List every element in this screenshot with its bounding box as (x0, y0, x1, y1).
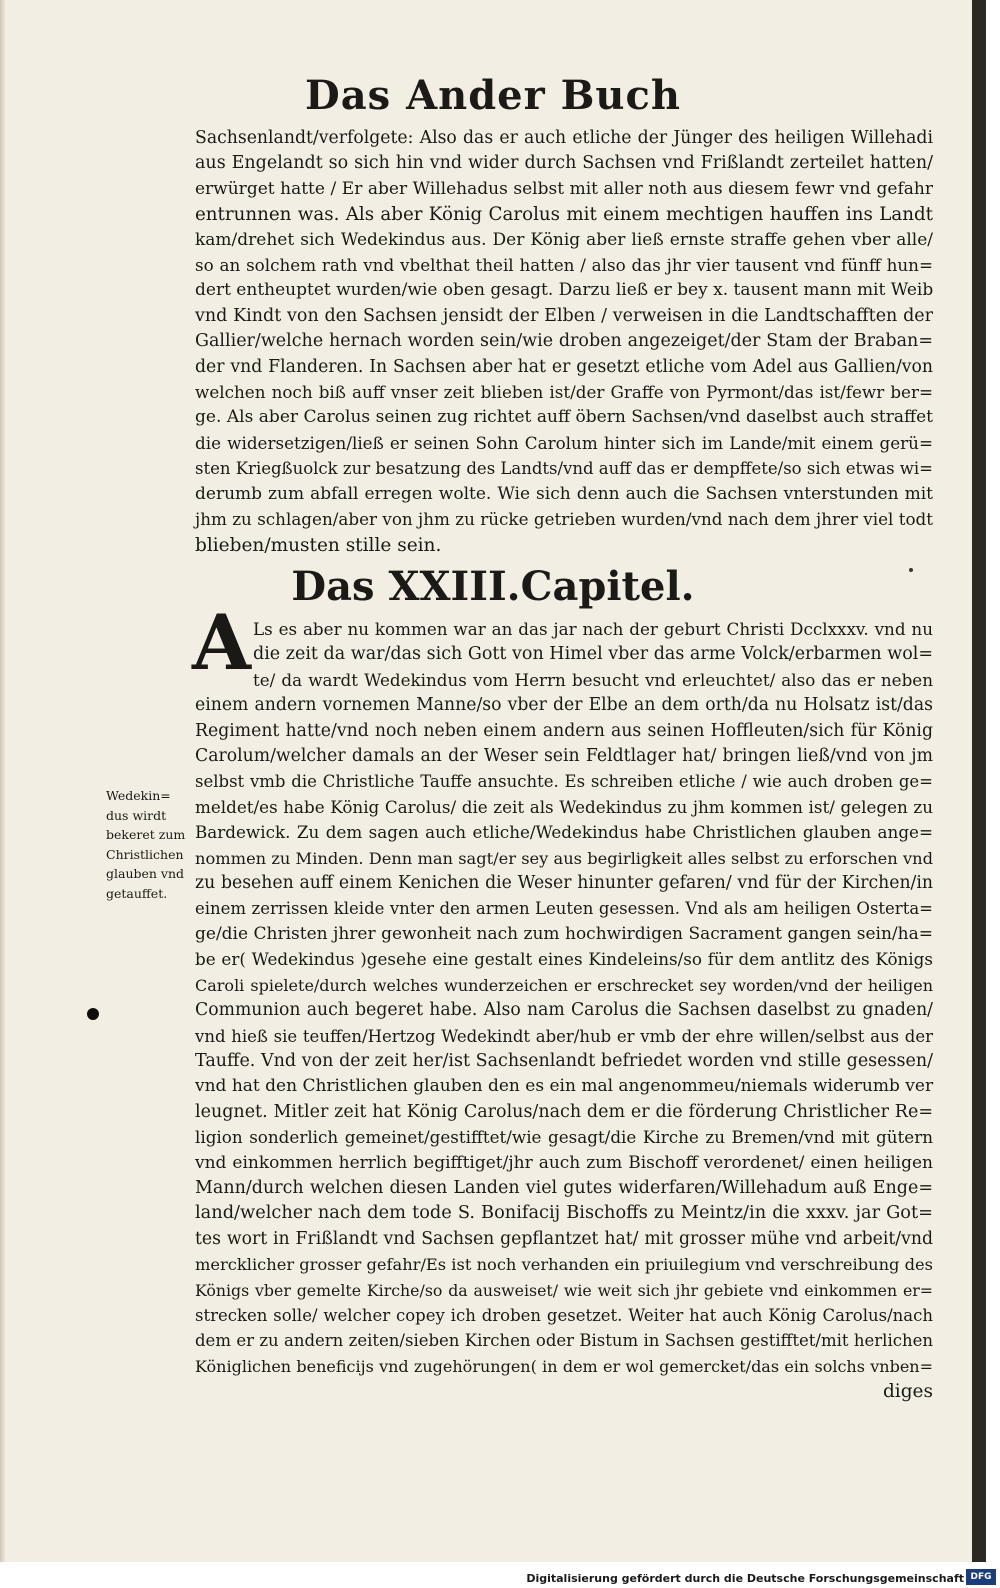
text-line: Ls es aber nu kommen war an das jar nach der geburt Christi Dcclxxxv. vnd nu (253, 619, 933, 639)
text-line: blieben/musten stille sein. (195, 534, 442, 556)
text-line: Königlichen beneficijs vnd zugehörungen( in dem er wol gemercket/das ein solchs vnben= (195, 1356, 933, 1376)
text-line: Gallier/welche hernach worden sein/wie droben angezeiget/der Stam der Braban= (195, 331, 933, 352)
text-line: so an solchem rath vnd vbelthat theil hatten / also das jhr vier tausent vnd fünff hun= (195, 255, 933, 276)
drop-initial: A (192, 598, 251, 687)
text-line: ligion sonderlich gemeinet/gestifftet/wie gesagt/die Kirche zu Bremen/vnd mit gütern (195, 1127, 933, 1148)
text-line: aus Engelandt so sich hin vnd wider durch Sachsen vnd Frißlandt zerteilet hatten/ (195, 153, 933, 174)
text-line: te/ da wardt Wedekindus vom Herrn besucht vnd erleuchtet/ also das er neben (253, 669, 933, 690)
ink-dot-mark (87, 1008, 99, 1020)
text-line: mercklicher grosser gefahr/Es ist noch verhanden ein priuilegium vnd verschreibung des (195, 1255, 933, 1275)
text-line: tes wort in Frißlandt vnd Sachsen gepflantzet hat/ mit grosser mühe vnd arbeit/vnd (195, 1228, 933, 1249)
text-line: derumb zum abfall erregen wolte. Wie sich denn auch die Sachsen vnterstunden mit (195, 483, 933, 504)
text-line: Communion auch begeret habe. Also nam Carolus die Sachsen daselbst zu gnaden/ (195, 1000, 933, 1021)
text-line: leugnet. Mitler zeit hat König Carolus/nach dem er die förderung Christlicher Re= (195, 1101, 933, 1122)
text-line: ge. Als aber Carolus seinen zug richtet auff öbern Sachsen/vnd daselbst auch straffet (195, 407, 933, 428)
marginal-note-line: getauffet. (106, 885, 168, 901)
text-line: Mann/durch welchen diesen Landen viel gutes widerfaren/Willehadum auß Enge= (195, 1177, 933, 1198)
marginal-note-line: Christlichen (106, 846, 184, 862)
text-line: diges (882, 1381, 933, 1403)
chapter-heading: Das XXIII.Capitel. (291, 563, 695, 610)
text-line: meldet/es habe König Carolus/ die zeit als Wedekindus zu jhm kommen ist/ gelegen zu (195, 796, 933, 817)
text-line: Sachsenlandt/verfolgete: Also das er auch etliche der Jünger des heiligen Willehadi (195, 128, 933, 148)
text-line: Tauffe. Vnd von der zeit her/ist Sachsenlandt befriedet worden vnd stille gesessen/ (195, 1050, 933, 1071)
text-line: die widersetzigen/ließ er seinen Sohn Carolum hinter sich im Lande/mit einem gerü= (195, 432, 933, 453)
text-line: dert entheuptet wurden/wie oben gesagt. Darzu ließ er bey x. tausent mann mit Weib (195, 280, 934, 301)
text-line: kam/drehet sich Wedekindus aus. Der König aber ließ ernste straffe gehen vber alle/ (195, 229, 933, 250)
text-line: zu besehen auff einem Kenichen die Weser hinunter gefaren/ vnd für der Kirchen/in (195, 873, 933, 894)
text-line: Carolum/welcher damals an der Weser sein Feldtlager hat/ bringen ließ/vnd von jm (195, 746, 933, 767)
paragraph-2 (195, 617, 933, 1405)
text-line: der vnd Flanderen. In Sachsen aber hat er gesetzt etliche vom Adel aus Gallien/von (195, 356, 933, 377)
text-line: Caroli spielete/durch welches wunderzeichen er erschrecket sey worden/vnd der heiligen (195, 975, 933, 995)
text-line: selbst vmb die Christliche Tauffe ansuchte. Es schreiben etliche / wie auch droben ge= (195, 772, 933, 792)
text-line: vnd hat den Christlichen glauben den es ein mal angenommeu/niemals widerumb ver (195, 1076, 934, 1097)
text-line: welchen noch biß auff vnser zeit blieben ist/der Graffe von Pyrmont/das ist/fewr ber= (195, 382, 933, 403)
marginal-note-line: dus wirdt (106, 807, 167, 823)
running-head: Das Ander Buch (305, 72, 681, 119)
marginal-note (106, 786, 198, 903)
marginal-note-line: Wedekin= (106, 788, 171, 803)
marginal-note-line: glauben vnd (106, 866, 185, 881)
text-line: die zeit da war/das sich Gott von Himel vber das arme Volck/erbarmen wol= (253, 644, 933, 665)
page-gutter-shadow (0, 0, 6, 1562)
text-line: einem andern vornemen Manne/so vber der Elbe an dem orth/da nu Holsatz ist/das (195, 695, 933, 716)
digitization-credit: Digitalisierung gefördert durch die Deutsche Forschungsgemeinschaft (526, 1572, 964, 1585)
text-line: entrunnen was. Als aber König Carolus mit einem mechtigen hauffen ins Landt (195, 204, 933, 226)
text-line: vnd hieß sie teuffen/Hertzog Wedekindt aber/hub er vmb der ehre willen/selbst aus der (195, 1026, 933, 1046)
text-line: ge/die Christen jhrer gewonheit nach zum hochwirdigen Sacrament gangen sein/ha= (195, 923, 933, 944)
text-line: strecken solle/ welcher copey ich droben gesetzet. Weiter hat auch König Carolus/nach (195, 1305, 933, 1325)
text-line: einem zerrissen kleide vnter den armen Leuten gesessen. Vnd als am heiligen Osterta= (195, 899, 933, 919)
text-line: vnd einkommen herrlich begifftiget/jhr auch zum Bischoff verordenet/ einen heiligen (195, 1152, 933, 1173)
text-line: sten Kriegßuolck zur besatzung des Landts/vnd auff das er dempffete/so sich etwas wi= (195, 459, 934, 479)
text-line: Bardewick. Zu dem sagen auch etliche/Wedekindus habe Christlichen glauben ange= (195, 822, 933, 843)
text-line: Regiment hatte/vnd noch neben einem andern aus seinen Hoffleuten/sich für König (195, 720, 933, 741)
text-line: jhm zu schlagen/aber von jhm zu rücke getrieben wurden/vnd nach dem jhrer viel todt (195, 509, 933, 530)
text-line: be er( Wedekindus )gesehe eine gestalt eines Kindeleins/so für dem antlitz des Königs (195, 949, 933, 970)
text-line: vnd Kindt von den Sachsen jensidt der Elben / verweisen in die Landtschafften der (195, 305, 933, 326)
text-line: erwürget hatte / Er aber Willehadus selbst mit aller noth aus diesem fewr vnd gefahr (195, 178, 933, 199)
dfg-logo: DFG (966, 1569, 996, 1585)
text-line: nommen zu Minden. Denn man sagt/er sey aus begirligkeit alles selbst zu erforschen vnd (195, 848, 933, 868)
marginal-note-line: bekeret zum (106, 827, 186, 842)
text-line: dem er zu andern zeiten/sieben Kirchen oder Bistum in Sachsen gestifftet/mit herlichen (195, 1331, 933, 1351)
paragraph-1 (195, 126, 933, 558)
text-line: Königs vber gemelte Kirche/so da ausweiset/ wie weit sich jhr gebiete vnd einkommen er= (195, 1280, 933, 1300)
text-line: land/welcher nach dem tode S. Bonifacij Bischoffs zu Meintz/in die xxxv. jar Got= (195, 1203, 933, 1224)
